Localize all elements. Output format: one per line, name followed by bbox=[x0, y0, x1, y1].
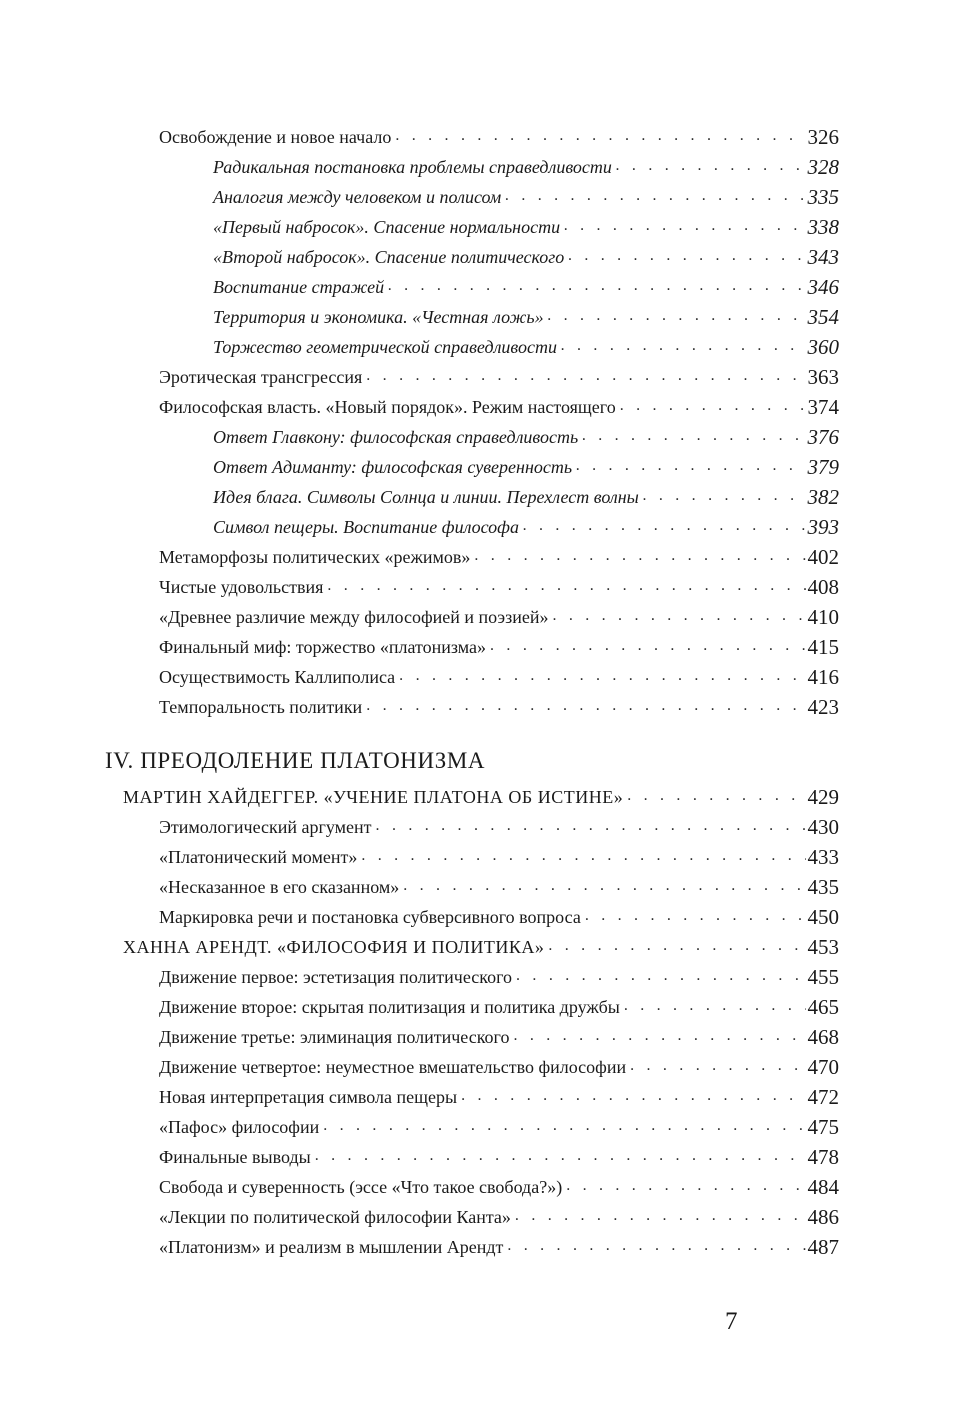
dot-leader bbox=[388, 275, 805, 298]
toc-entry bbox=[0, 868, 975, 898]
toc-entry bbox=[0, 898, 975, 928]
toc-entry-page: 465 bbox=[807, 995, 839, 1019]
toc-entry-title: Движение третье: элиминация политического bbox=[159, 1027, 510, 1047]
toc-entry-page: 360 bbox=[807, 335, 839, 359]
toc-entry-page: 363 bbox=[807, 365, 839, 389]
toc-entry bbox=[0, 568, 975, 598]
toc-entry-page: 376 bbox=[807, 425, 839, 449]
toc-entry-page: 328 bbox=[807, 155, 839, 179]
toc-entry-title: Движение второе: скрытая политизация и политика дружбы bbox=[159, 997, 620, 1017]
toc-entry bbox=[0, 988, 975, 1018]
toc-entry-title: Метаморфозы политических «режимов» bbox=[159, 547, 471, 567]
toc-entry-page: 346 bbox=[807, 275, 839, 299]
dot-leader bbox=[395, 125, 805, 148]
page-number: 7 bbox=[725, 1308, 738, 1335]
toc-entry bbox=[0, 808, 975, 838]
toc-entry bbox=[0, 628, 975, 658]
toc-entry-page: 430 bbox=[807, 815, 839, 839]
dot-leader bbox=[585, 905, 806, 928]
toc-entry bbox=[0, 1018, 975, 1048]
dot-leader bbox=[576, 455, 805, 478]
toc-entry-page: 408 bbox=[807, 575, 839, 599]
dot-leader bbox=[561, 335, 806, 358]
toc-entry-title: Ответ Адиманту: философская суверенность bbox=[213, 457, 573, 477]
dot-leader bbox=[564, 215, 805, 238]
toc-entry-page: 468 bbox=[807, 1025, 839, 1049]
toc-entry bbox=[0, 688, 975, 718]
toc-entry bbox=[0, 118, 975, 148]
dot-leader bbox=[620, 395, 806, 418]
toc-entry-title: Символ пещеры. Воспитание философа bbox=[213, 517, 519, 537]
toc-entry-title: Осуществимость Каллиполиса bbox=[159, 667, 396, 687]
dot-leader bbox=[507, 1235, 805, 1258]
dot-leader bbox=[515, 1205, 806, 1228]
toc-entry-page: 423 bbox=[807, 695, 839, 719]
toc-entry bbox=[0, 958, 975, 988]
toc-section-2 bbox=[0, 778, 975, 1258]
toc-entry-title: ХАННА АРЕНДТ. «ФИЛОСОФИЯ И ПОЛИТИКА» bbox=[123, 937, 545, 957]
toc-entry bbox=[0, 388, 975, 418]
toc-entry-title: «Древнее различие между философией и поэзией» bbox=[159, 607, 549, 627]
toc-entry-title: Аналогия между человеком и полисом bbox=[213, 187, 502, 207]
dot-leader bbox=[568, 245, 805, 268]
dot-leader bbox=[582, 425, 805, 448]
toc-entry-page: 478 bbox=[807, 1145, 839, 1169]
toc-entry-title: Движение первое: эстетизация политического bbox=[159, 967, 513, 987]
toc-entry-title: «Пафос» философии bbox=[159, 1117, 320, 1137]
toc-entry bbox=[0, 928, 975, 958]
dot-leader bbox=[461, 1085, 805, 1108]
toc-entry-page: 429 bbox=[807, 785, 839, 809]
dot-leader bbox=[490, 635, 805, 658]
toc-entry-page: 402 bbox=[807, 545, 839, 569]
toc-entry bbox=[0, 658, 975, 688]
toc-entry-page: 338 bbox=[807, 215, 839, 239]
dot-leader bbox=[315, 1145, 806, 1168]
dot-leader bbox=[523, 515, 806, 538]
toc-entry-title: «Первый набросок». Спасение нормальности bbox=[213, 217, 561, 237]
toc-entry-page: 416 bbox=[807, 665, 839, 689]
toc-entry-page: 475 bbox=[807, 1115, 839, 1139]
toc-entry-page: 410 bbox=[807, 605, 839, 629]
toc-entry bbox=[0, 508, 975, 538]
toc-entry-title: «Второй набросок». Спасение политического bbox=[213, 247, 565, 267]
toc-entry bbox=[0, 1138, 975, 1168]
dot-leader bbox=[516, 965, 805, 988]
dot-leader bbox=[366, 365, 805, 388]
toc-entry bbox=[0, 178, 975, 208]
toc-entry-title: Движение четвертое: неуместное вмешательство философии bbox=[159, 1057, 627, 1077]
dot-leader bbox=[643, 485, 806, 508]
part-heading: IV. ПРЕОДОЛЕНИЕ ПЛАТОНИЗМА bbox=[105, 748, 486, 773]
dot-leader bbox=[548, 305, 806, 328]
toc-entry bbox=[0, 778, 975, 808]
toc-entry-title: Ответ Главкону: философская справедливость bbox=[213, 427, 579, 447]
dot-leader bbox=[548, 935, 805, 958]
toc-entry bbox=[0, 1168, 975, 1198]
toc-entry-title: Финальные выводы bbox=[159, 1147, 311, 1167]
dot-leader bbox=[366, 695, 805, 718]
dot-leader bbox=[474, 545, 805, 568]
toc-entry-title: Территория и экономика. «Честная ложь» bbox=[213, 307, 544, 327]
dot-leader bbox=[566, 1175, 805, 1198]
toc-entry-page: 487 bbox=[807, 1235, 839, 1259]
toc-entry-page: 455 bbox=[807, 965, 839, 989]
toc-entry-page: 326 bbox=[807, 125, 839, 149]
toc-entry bbox=[0, 1048, 975, 1078]
dot-leader bbox=[630, 1055, 805, 1078]
toc-entry-page: 453 bbox=[807, 935, 839, 959]
dot-leader bbox=[624, 995, 806, 1018]
toc-entry bbox=[0, 538, 975, 568]
toc-entry bbox=[0, 298, 975, 328]
toc-entry bbox=[0, 148, 975, 178]
toc-entry bbox=[0, 418, 975, 448]
toc-entry bbox=[0, 598, 975, 628]
dot-leader bbox=[399, 665, 805, 688]
toc-entry bbox=[0, 268, 975, 298]
toc-entry-title: Эротическая трансгрессия bbox=[159, 367, 363, 387]
dot-leader bbox=[361, 845, 805, 868]
toc-entry bbox=[0, 1198, 975, 1228]
toc-entry-title: Воспитание стражей bbox=[213, 277, 385, 297]
toc-entry-page: 415 bbox=[807, 635, 839, 659]
dot-leader bbox=[403, 875, 805, 898]
dot-leader bbox=[376, 815, 806, 838]
toc-entry bbox=[0, 1108, 975, 1138]
toc-entry bbox=[0, 838, 975, 868]
toc-entry-title: Темпоральность политики bbox=[159, 697, 363, 717]
toc-entry-title: Финальный миф: торжество «платонизма» bbox=[159, 637, 487, 657]
toc-entry-page: 470 bbox=[807, 1055, 839, 1079]
toc-entry-page: 450 bbox=[807, 905, 839, 929]
toc-entry bbox=[0, 358, 975, 388]
toc-entry-page: 374 bbox=[807, 395, 839, 419]
dot-leader bbox=[616, 155, 806, 178]
toc-entry-page: 435 bbox=[807, 875, 839, 899]
dot-leader bbox=[552, 605, 805, 628]
toc-entry-title: Торжество геометрической справедливости bbox=[213, 337, 557, 357]
toc-entry-title: Идея блага. Символы Солнца и линии. Перехлест волны bbox=[213, 487, 639, 507]
toc-entry-title: «Платонический момент» bbox=[159, 847, 358, 867]
toc-entry bbox=[0, 1228, 975, 1258]
toc-entry-title: МАРТИН ХАЙДЕГГЕР. «УЧЕНИЕ ПЛАТОНА ОБ ИСТИНЕ» bbox=[123, 787, 624, 807]
toc-entry-title: Чистые удовольствия bbox=[159, 577, 324, 597]
dot-leader bbox=[323, 1115, 805, 1138]
toc-entry-page: 484 bbox=[807, 1175, 839, 1199]
toc-entry-title: Маркировка речи и постановка субверсивного вопроса bbox=[159, 907, 581, 927]
toc-entry-page: 433 bbox=[807, 845, 839, 869]
toc-entry-page: 379 bbox=[807, 455, 839, 479]
toc-entry bbox=[0, 448, 975, 478]
toc-entry-title: Этимологический аргумент bbox=[159, 817, 372, 837]
toc-entry-page: 354 bbox=[807, 305, 839, 329]
toc-entry bbox=[0, 1078, 975, 1108]
toc-entry bbox=[0, 238, 975, 268]
toc-entry-page: 393 bbox=[807, 515, 839, 539]
toc-entry-title: Свобода и суверенность (эссе «Что такое свобода?») bbox=[159, 1177, 563, 1197]
toc-entry-page: 382 bbox=[807, 485, 839, 509]
toc-entry-title: Радикальная постановка проблемы справедливости bbox=[213, 157, 612, 177]
toc-entry bbox=[0, 208, 975, 238]
dot-leader bbox=[327, 575, 805, 598]
dot-leader bbox=[513, 1025, 805, 1048]
toc-entry bbox=[0, 328, 975, 358]
toc-entry-title: Новая интерпретация символа пещеры bbox=[159, 1087, 458, 1107]
toc-entry-title: Освобождение и новое начало bbox=[159, 127, 392, 147]
toc-entry-title: Философская власть. «Новый порядок». Режим настоящего bbox=[159, 397, 616, 417]
toc-entry-title: «Лекции по политической философии Канта» bbox=[159, 1207, 511, 1227]
toc-entry-title: «Платонизм» и реализм в мышлении Арендт bbox=[159, 1237, 504, 1257]
toc-entry-page: 335 bbox=[807, 185, 839, 209]
toc-entry-title: «Несказанное в его сказанном» bbox=[159, 877, 400, 897]
toc-section-1 bbox=[0, 118, 975, 718]
toc-entry-page: 486 bbox=[807, 1205, 839, 1229]
toc-entry bbox=[0, 478, 975, 508]
dot-leader bbox=[505, 185, 805, 208]
toc-entry-page: 472 bbox=[807, 1085, 839, 1109]
dot-leader bbox=[627, 785, 805, 808]
toc-entry-page: 343 bbox=[807, 245, 839, 269]
